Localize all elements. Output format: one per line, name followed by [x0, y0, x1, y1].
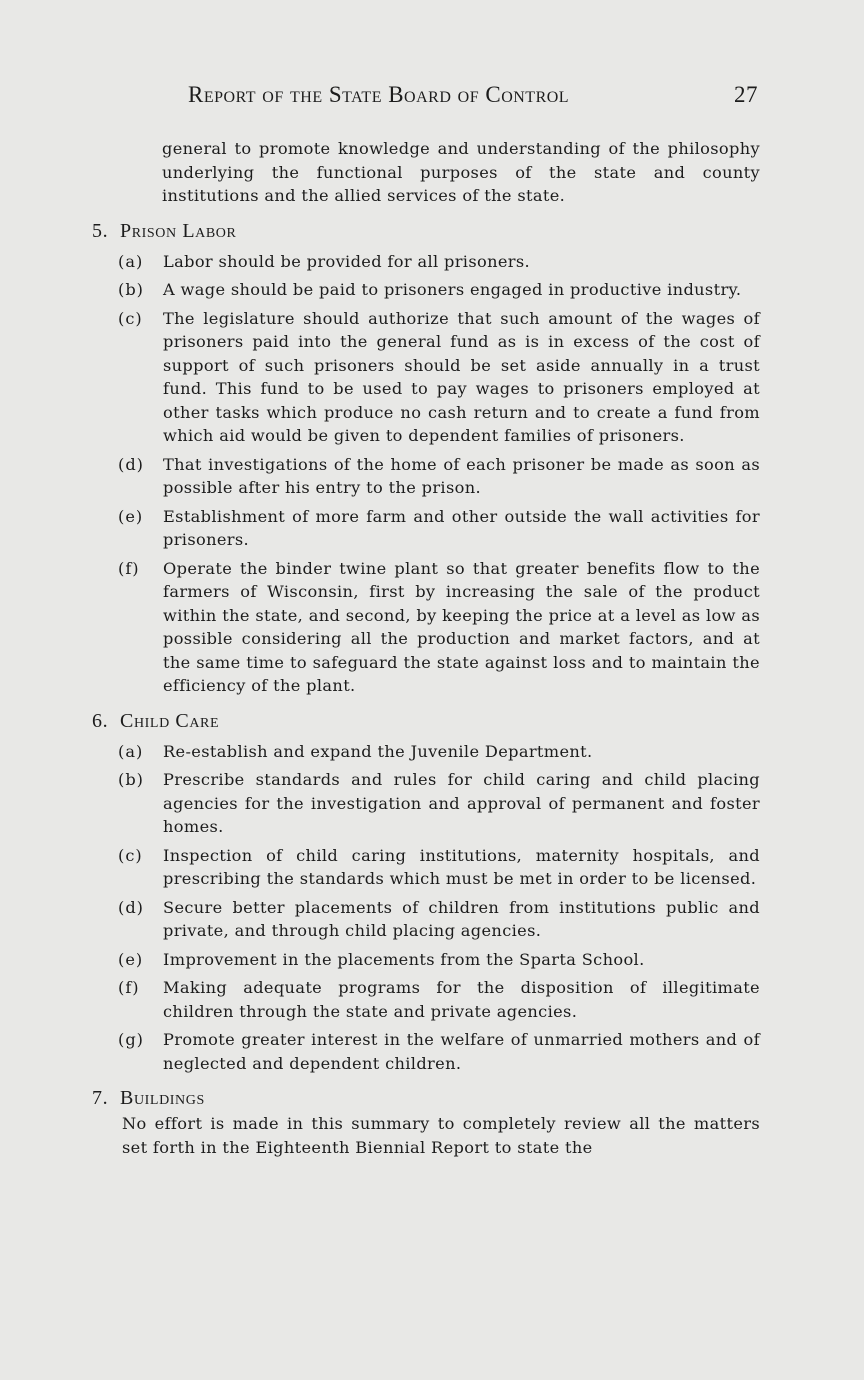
list-item: [118, 307, 760, 448]
running-head: [188, 82, 758, 108]
section-title: Child Care: [120, 709, 220, 732]
list-item: [118, 768, 760, 839]
section-prison-labor: [92, 217, 760, 698]
section-number: 6.: [92, 709, 109, 732]
item-text: Re-establish and expand the Juvenile Department.: [163, 741, 593, 761]
item-text: Operate the binder twine plant so that greater benefits flow to the farmers of Wisconsin, first by increasing the sale of the product within the state, and second, by keeping the price at a level as low as possible considering all the production and market factors, and at the same time to safeguard the state against loss and to maintain the efficiency of the plant.: [163, 558, 760, 695]
item-text: Improvement in the placements from the Sparta School.: [163, 949, 645, 969]
list-item: [118, 278, 760, 302]
list-item: [118, 453, 760, 500]
section-paragraph: No effort is made in this summary to completely review all the matters set forth in the Eighteenth Biennial Report to state the: [122, 1114, 760, 1157]
item-text: That investigations of the home of each prisoner be made as soon as possible after his entry to the prison.: [163, 454, 760, 497]
list-item: [118, 976, 760, 1023]
item-label: (b): [118, 280, 144, 299]
section-child-care: [92, 707, 760, 1076]
item-label: (c): [118, 845, 143, 865]
list-item: [118, 948, 760, 972]
running-head-title: Report of the State Board of Control: [188, 82, 570, 107]
item-text: Promote greater interest in the welfare of unmarried mothers and of neglected and dependent children.: [163, 1030, 760, 1073]
list-item: [118, 250, 760, 274]
section-heading: [92, 707, 760, 735]
page-body: [92, 137, 760, 1159]
list-item: [118, 844, 760, 891]
list-item: [118, 557, 760, 698]
intro-paragraph: general to promote knowledge and understanding of the philosophy underlying the functional purposes of the state and county institutions and the allied services of the state.: [162, 139, 760, 205]
item-label: (f): [118, 558, 140, 578]
item-label: (f): [118, 978, 140, 997]
page-number: 27: [734, 82, 758, 107]
item-label: (e): [118, 506, 144, 526]
item-text: Secure better placements of children from institutions public and private, and through child placing agencies.: [163, 897, 760, 940]
item-text: Establishment of more farm and other outside the wall activities for prisoners.: [163, 506, 760, 549]
section-title: Buildings: [120, 1087, 205, 1109]
item-label: (b): [118, 770, 144, 789]
list-item: [118, 896, 760, 943]
list-item: [118, 1028, 760, 1075]
section-title: Prison Labor: [120, 219, 237, 242]
item-text: A wage should be paid to prisoners engaged in productive industry.: [163, 280, 742, 299]
item-label: (g): [118, 1030, 144, 1049]
section-number: 5.: [92, 219, 109, 242]
item-label: (e): [118, 949, 144, 969]
item-text: Prescribe standards and rules for child caring and child placing agencies for the investigation and approval of permanent and foster homes.: [163, 770, 760, 836]
list-item: [118, 505, 760, 552]
section-heading: [92, 217, 760, 245]
item-label: (a): [118, 741, 144, 761]
item-label: (a): [118, 251, 144, 271]
section-number: 7.: [92, 1087, 109, 1109]
item-text: Inspection of child caring institutions, maternity hospitals, and prescribing the standards which must be met in order to be licensed.: [163, 845, 760, 888]
item-label: (c): [118, 308, 143, 328]
section-buildings: [92, 1084, 760, 1159]
item-text: Labor should be provided for all prisoners.: [163, 251, 531, 271]
item-text: Making adequate programs for the disposition of illegitimate children through the state and private agencies.: [163, 978, 760, 1021]
item-label: (d): [118, 454, 144, 474]
list-item: [118, 740, 760, 764]
item-label: (d): [118, 897, 144, 917]
section-heading: [92, 1084, 760, 1112]
item-text: The legislature should authorize that such amount of the wages of prisoners paid into the general fund as is in excess of the cost of support of such prisoners should be set aside annually in a trust fund. This fund to be used to pay wages to prisoners employed at other tasks which produce no cash return and to create a fund from which aid would be given to dependent families of prisoners.: [163, 308, 760, 445]
